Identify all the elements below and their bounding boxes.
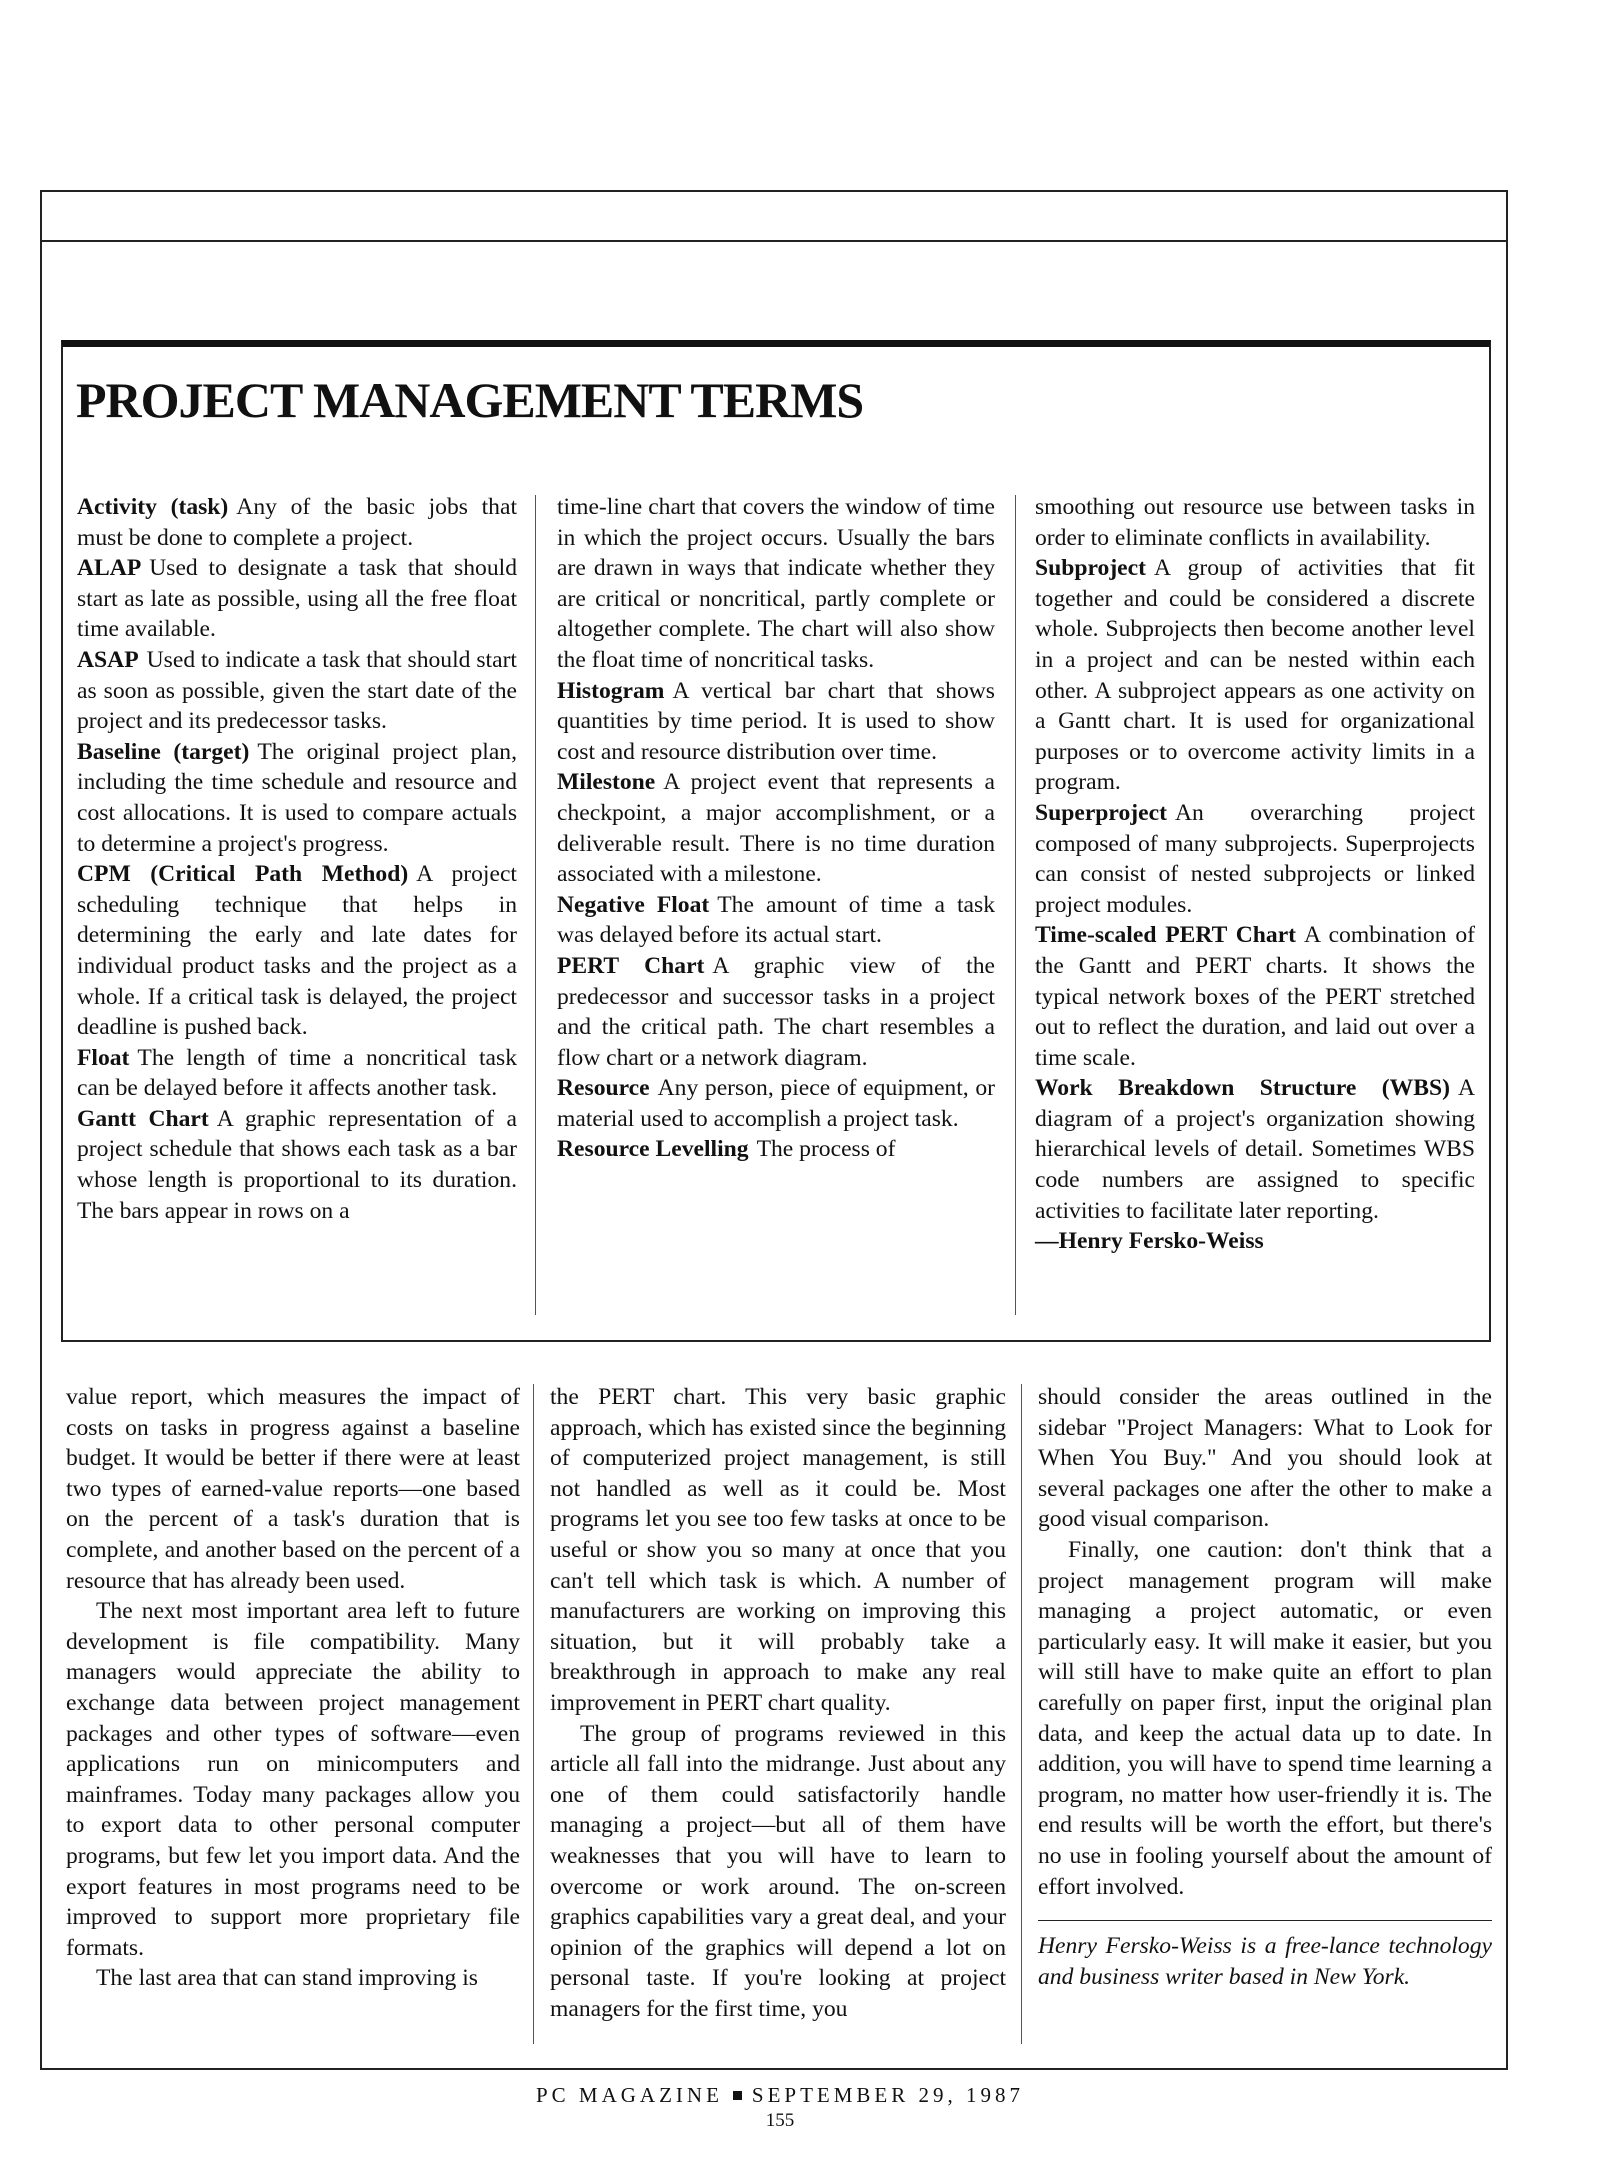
glossary-term: Baseline (target) bbox=[77, 738, 250, 765]
bullet-icon bbox=[733, 2091, 742, 2100]
bio-rule bbox=[1038, 1920, 1492, 1921]
glossary-entry bbox=[1035, 920, 1475, 1073]
glossary-entry bbox=[557, 767, 995, 889]
article-paragraph: value report, which measures the impact of costs on tasks in progress against a baseline budget. It would be better if there were at least two types of earned-value reports—one based on the percent of a task's duration that is complete, and another based on the percent of a resource that has already been used. bbox=[66, 1384, 520, 1594]
glossary-term: ALAP bbox=[77, 555, 142, 582]
sidebar-title: PROJECT MANAGEMENT TERMS bbox=[76, 372, 864, 428]
glossary-entry bbox=[77, 553, 517, 645]
publication-name: PC MAGAZINE bbox=[535, 2083, 723, 2107]
sidebar-column-1 bbox=[77, 492, 517, 1226]
sidebar-column-2 bbox=[557, 492, 995, 1165]
glossary-definition: The length of time a noncritical task can be delayed before it affects another task. bbox=[77, 1044, 517, 1102]
article-paragraph: The last area that can stand improving is bbox=[96, 1965, 478, 1992]
article-paragraph: Finally, one caution: don't think that a project management program will make managing a project automatic, or even particularly easy. It will make it easier, but you will still have to make quite an effort to plan carefully on paper first, input the original plan data, and keep the actual data up to date. In addition, you will have to spend time learning a program, no matter how user-friendly it is. The end results will be worth the effort, but there's no use in fooling yourself about the amount of effort involved. bbox=[1038, 1536, 1492, 1900]
header-rule bbox=[40, 240, 1508, 242]
column-divider bbox=[535, 495, 536, 1315]
glossary-entry bbox=[1035, 1073, 1475, 1226]
glossary-entry bbox=[557, 676, 995, 768]
glossary-entry bbox=[77, 1043, 517, 1104]
article-column-3 bbox=[1038, 1382, 1492, 1992]
glossary-entry bbox=[557, 890, 995, 951]
issue-date: SEPTEMBER 29, 1987 bbox=[751, 2083, 1025, 2107]
article-column-2 bbox=[550, 1382, 1006, 2024]
glossary-definition: Any of the basic jobs that must be done to complete a project. bbox=[77, 494, 518, 551]
glossary-definition: Used to indicate a task that should start as soon as possible, given the start date of the project and its predecessor tasks. bbox=[77, 646, 517, 735]
glossary-definition: A group of activities that fit together and could be considered a discrete whole. Subprojects then become another level in a project and can be nested within each other. A subproject appears as one activity on a Gantt chart. It is used for organizational purposes or to overcome activity limits in a program. bbox=[1035, 555, 1475, 796]
article-paragraph: The group of programs reviewed in this article all fall into the midrange. Just about any one of them could satisfactorily handle managing a project—but all of them have weaknesses that you will have to learn to overcome or work around. The on-screen graphics capabilities vary a great deal, and your opinion of the graphics will depend a lot on personal taste. If you're looking at project managers for the first time, you bbox=[550, 1720, 1006, 2022]
column-divider bbox=[1021, 1384, 1022, 2044]
glossary-term: ASAP bbox=[77, 646, 139, 673]
glossary-definition: A project event that represents a checkpoint, a major accomplishment, or a deliverable result. There is no time duration associated with a milestone. bbox=[557, 769, 995, 888]
glossary-entry bbox=[77, 1104, 517, 1226]
glossary-definition: A diagram of a project's organization showing hierarchical levels of detail. Sometimes WBS code numbers are assigned to specific activities to facilitate later reporting. bbox=[1035, 1075, 1475, 1224]
glossary-entry bbox=[77, 645, 517, 737]
glossary-definition: Used to designate a task that should start as late as possible, using all the free float time available. bbox=[77, 555, 517, 643]
glossary-definition: smoothing out resource use between tasks in order to eliminate conflicts in availability. bbox=[1035, 494, 1475, 551]
sidebar-column-3 bbox=[1035, 492, 1475, 1257]
glossary-term: Float bbox=[77, 1044, 130, 1071]
column-divider bbox=[533, 1384, 534, 2044]
glossary-entry bbox=[557, 1073, 995, 1134]
glossary-term: Negative Float bbox=[557, 891, 710, 918]
glossary-entry bbox=[1035, 492, 1475, 553]
glossary-definition: A combination of the Gantt and PERT charts. It shows the typical network boxes of the PERT stretched out to reflect the duration, and laid out over a time scale. bbox=[1035, 922, 1475, 1071]
glossary-term: Time-scaled PERT Chart bbox=[1035, 922, 1297, 949]
sidebar-column-3-terms bbox=[1035, 492, 1475, 1226]
glossary-term: Subproject bbox=[1035, 555, 1146, 582]
sidebar-signature: —Henry Fersko-Weiss bbox=[1035, 1228, 1264, 1255]
glossary-entry bbox=[77, 859, 517, 1043]
glossary-definition: A graphic view of the predecessor and successor tasks in a project and the critical path. The chart resembles a flow chart or a network diagram. bbox=[557, 952, 995, 1071]
glossary-term: Gantt Chart bbox=[77, 1105, 209, 1132]
glossary-term: PERT Chart bbox=[557, 952, 705, 979]
article-paragraph: the PERT chart. This very basic graphic approach, which has existed since the beginning of computerized project management, is still not handled as well as it could be. Most programs let you see too few tasks at once to be useful or show you so many at once that you can't tell which task is which. A number of manufacturers are working on improving this situation, but it will probably take a breakthrough in approach to make any real improvement in PERT chart quality. bbox=[550, 1384, 1006, 1716]
glossary-definition: An overarching project composed of many subprojects. Superprojects can consist of nested subprojects or linked project modules. bbox=[1035, 799, 1475, 918]
glossary-term: Superproject bbox=[1035, 799, 1167, 826]
column-divider bbox=[1015, 495, 1016, 1315]
glossary-entry bbox=[77, 492, 517, 553]
glossary-term: CPM (Critical Path Method) bbox=[77, 861, 409, 888]
glossary-entry bbox=[77, 737, 517, 859]
glossary-definition: A project scheduling technique that helps in determining the early and late dates for individual product tasks and the project as a whole. If a critical task is delayed, the project deadline is pushed back. bbox=[77, 861, 517, 1041]
glossary-entry bbox=[557, 1134, 995, 1165]
glossary-term: Milestone bbox=[557, 769, 656, 796]
glossary-entry bbox=[557, 951, 995, 1073]
glossary-definition: Any person, piece of equipment, or material used to accomplish a project task. bbox=[557, 1075, 995, 1132]
glossary-definition: A vertical bar chart that shows quantities by time period. It is used to show cost and resource distribution over time. bbox=[557, 677, 995, 765]
glossary-definition: The original project plan, including the time schedule and resource and cost allocations. It is used to compare actuals to determine a project's progress. bbox=[77, 738, 517, 857]
glossary-term: Histogram bbox=[557, 677, 665, 704]
glossary-entry bbox=[557, 492, 995, 676]
glossary-definition: time-line chart that covers the window of time in which the project occurs. Usually the bars are drawn in ways that indicate whether they are critical or noncritical, partly complete or altogether complete. The chart will also show the float time of noncritical tasks. bbox=[557, 494, 995, 673]
article-paragraph: should consider the areas outlined in the sidebar "Project Managers: What to Look for When You Buy." And you should look at several packages one after the other to make a good visual comparison. bbox=[1038, 1384, 1492, 1533]
glossary-term: Activity (task) bbox=[77, 494, 229, 520]
glossary-term: Work Breakdown Structure (WBS) bbox=[1035, 1075, 1450, 1102]
article-paragraph: The next most important area left to future development is file compatibility. Many managers would appreciate the ability to exchange data between project management packages and other types of software—even applications run on minicomputers and mainframes. Today many packages allow you to export data to other personal computer programs, but few let you import data. And the export features in most programs need to be improved to support more proprietary file formats. bbox=[66, 1598, 520, 1961]
glossary-definition: A graphic representation of a project schedule that shows each task as a bar whose length is proportional to its duration. The bars appear in rows on a bbox=[77, 1105, 518, 1224]
glossary-entry bbox=[1035, 553, 1475, 798]
glossary-term: Resource bbox=[557, 1075, 650, 1102]
glossary-term: Resource Levelling bbox=[557, 1136, 749, 1163]
glossary-definition: The amount of time a task was delayed before its actual start. bbox=[557, 891, 995, 949]
page-number: 155 bbox=[765, 2110, 795, 2131]
glossary-entry bbox=[1035, 798, 1475, 920]
author-bio: Henry Fersko-Weiss is a free-lance technology and business writer based in New York. bbox=[1038, 1933, 1492, 1990]
page-footer bbox=[0, 2083, 1560, 2108]
article-column-1 bbox=[66, 1382, 520, 1994]
glossary-definition: The process of bbox=[756, 1136, 896, 1163]
article-column-3-text bbox=[1038, 1382, 1492, 1902]
